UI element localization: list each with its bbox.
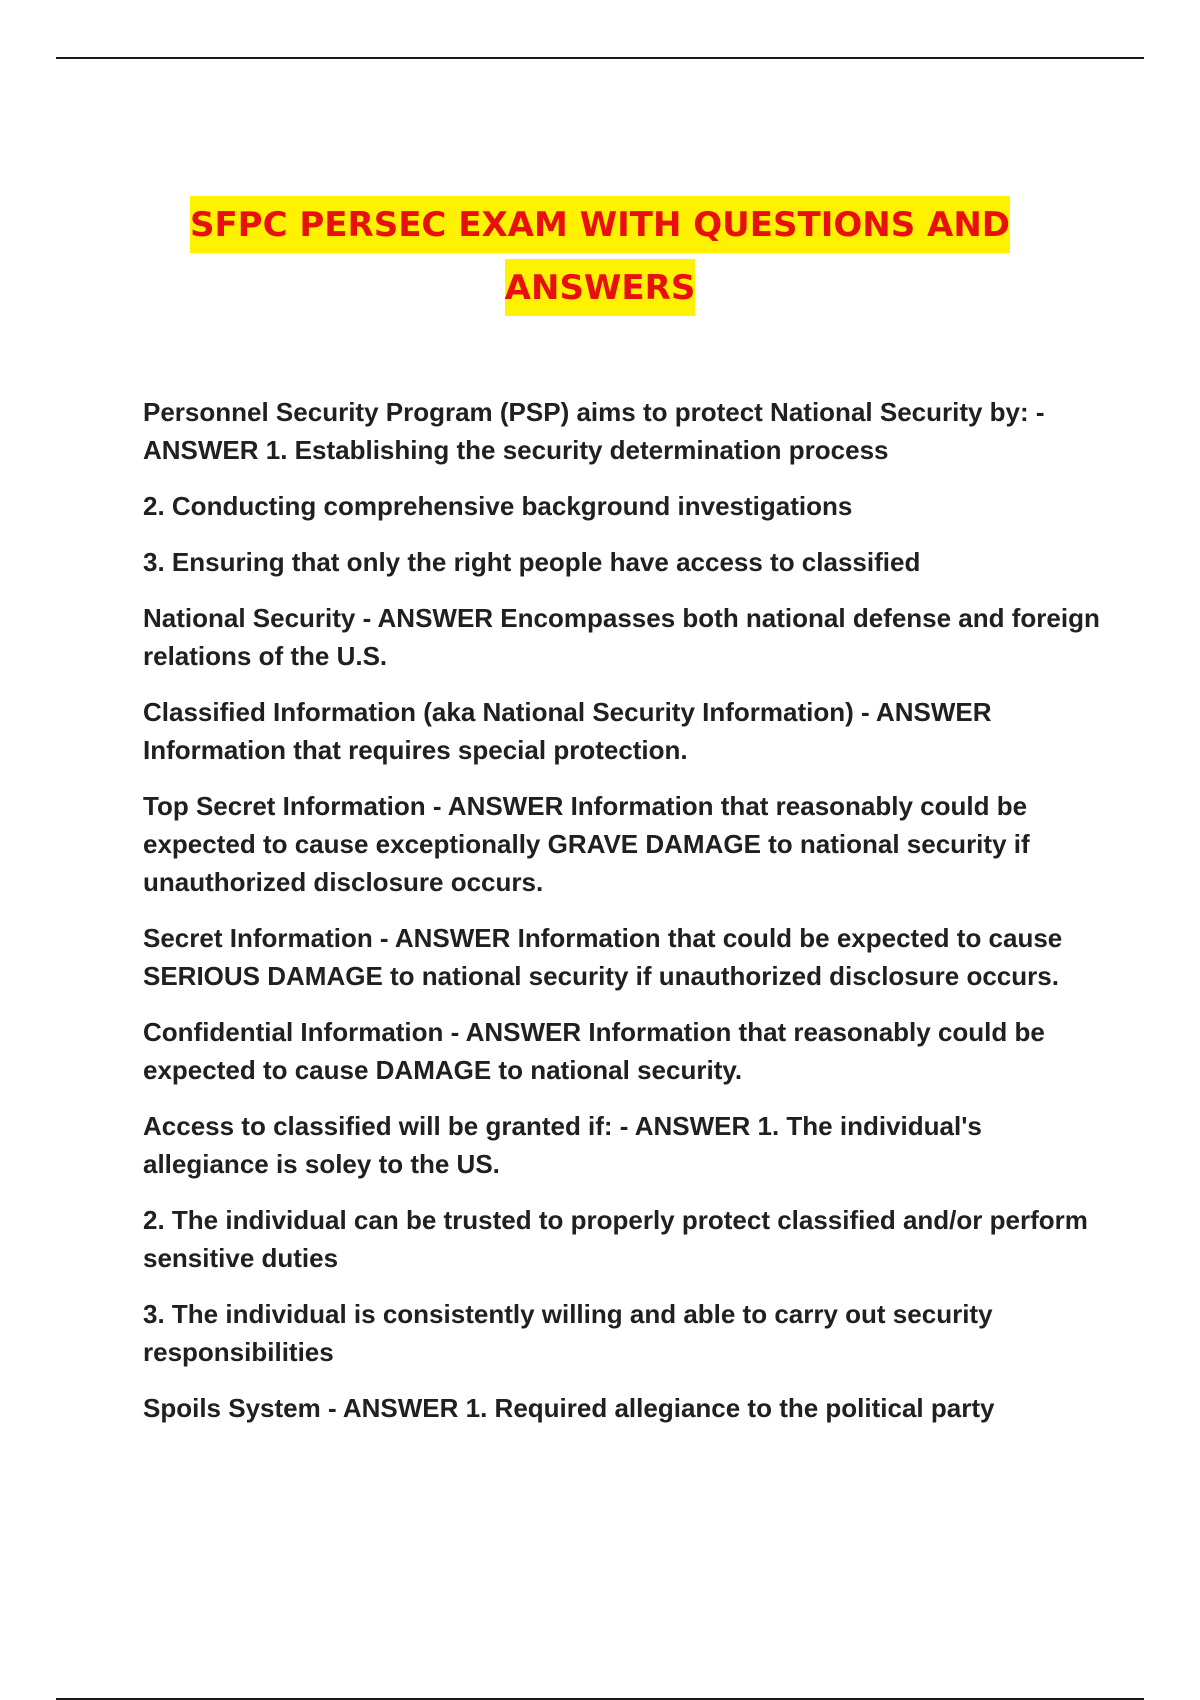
qa-paragraph: Personnel Security Program (PSP) aims to protect National Security by: - ANSWER 1. Establishing the security determination process — [143, 397, 1045, 465]
qa-paragraph: Access to classified will be granted if: - ANSWER 1. The individual's allegiance is soley to the US. — [143, 1111, 982, 1179]
qa-paragraph: Top Secret Information - ANSWER Information that reasonably could be expected to cause exceptionally GRAVE DAMAGE to national security if unauthorized disclosure occurs. — [143, 791, 1030, 897]
qa-paragraph: Secret Information - ANSWER Information that could be expected to cause SERIOUS DAMAGE to national security if unauthorized disclosure occurs. — [143, 923, 1063, 991]
qa-paragraph: Classified Information (aka National Security Information) - ANSWER Information that requires special protection. — [143, 697, 992, 765]
qa-paragraph: Confidential Information - ANSWER Information that reasonably could be expected to cause DAMAGE to national security. — [143, 1017, 1045, 1085]
header-rule — [56, 57, 1144, 59]
qa-paragraph: 2. The individual can be trusted to properly protect classified and/or perform sensitive duties — [143, 1205, 1088, 1273]
title-line-2: ANSWERS — [505, 259, 696, 316]
qa-paragraph: 3. Ensuring that only the right people have access to classified — [143, 547, 921, 577]
qa-paragraph: National Security - ANSWER Encompasses both national defense and foreign relations of the U.S. — [143, 603, 1100, 671]
qa-paragraph: Spoils System - ANSWER 1. Required allegiance to the political party — [143, 1393, 995, 1423]
title-line-1: SFPC PERSEC EXAM WITH QUESTIONS AND — [190, 196, 1010, 253]
document-title — [120, 196, 1080, 316]
document-body — [143, 393, 1103, 1445]
qa-paragraph: 2. Conducting comprehensive background investigations — [143, 491, 853, 521]
qa-paragraph: 3. The individual is consistently willing and able to carry out security responsibilities — [143, 1299, 993, 1367]
